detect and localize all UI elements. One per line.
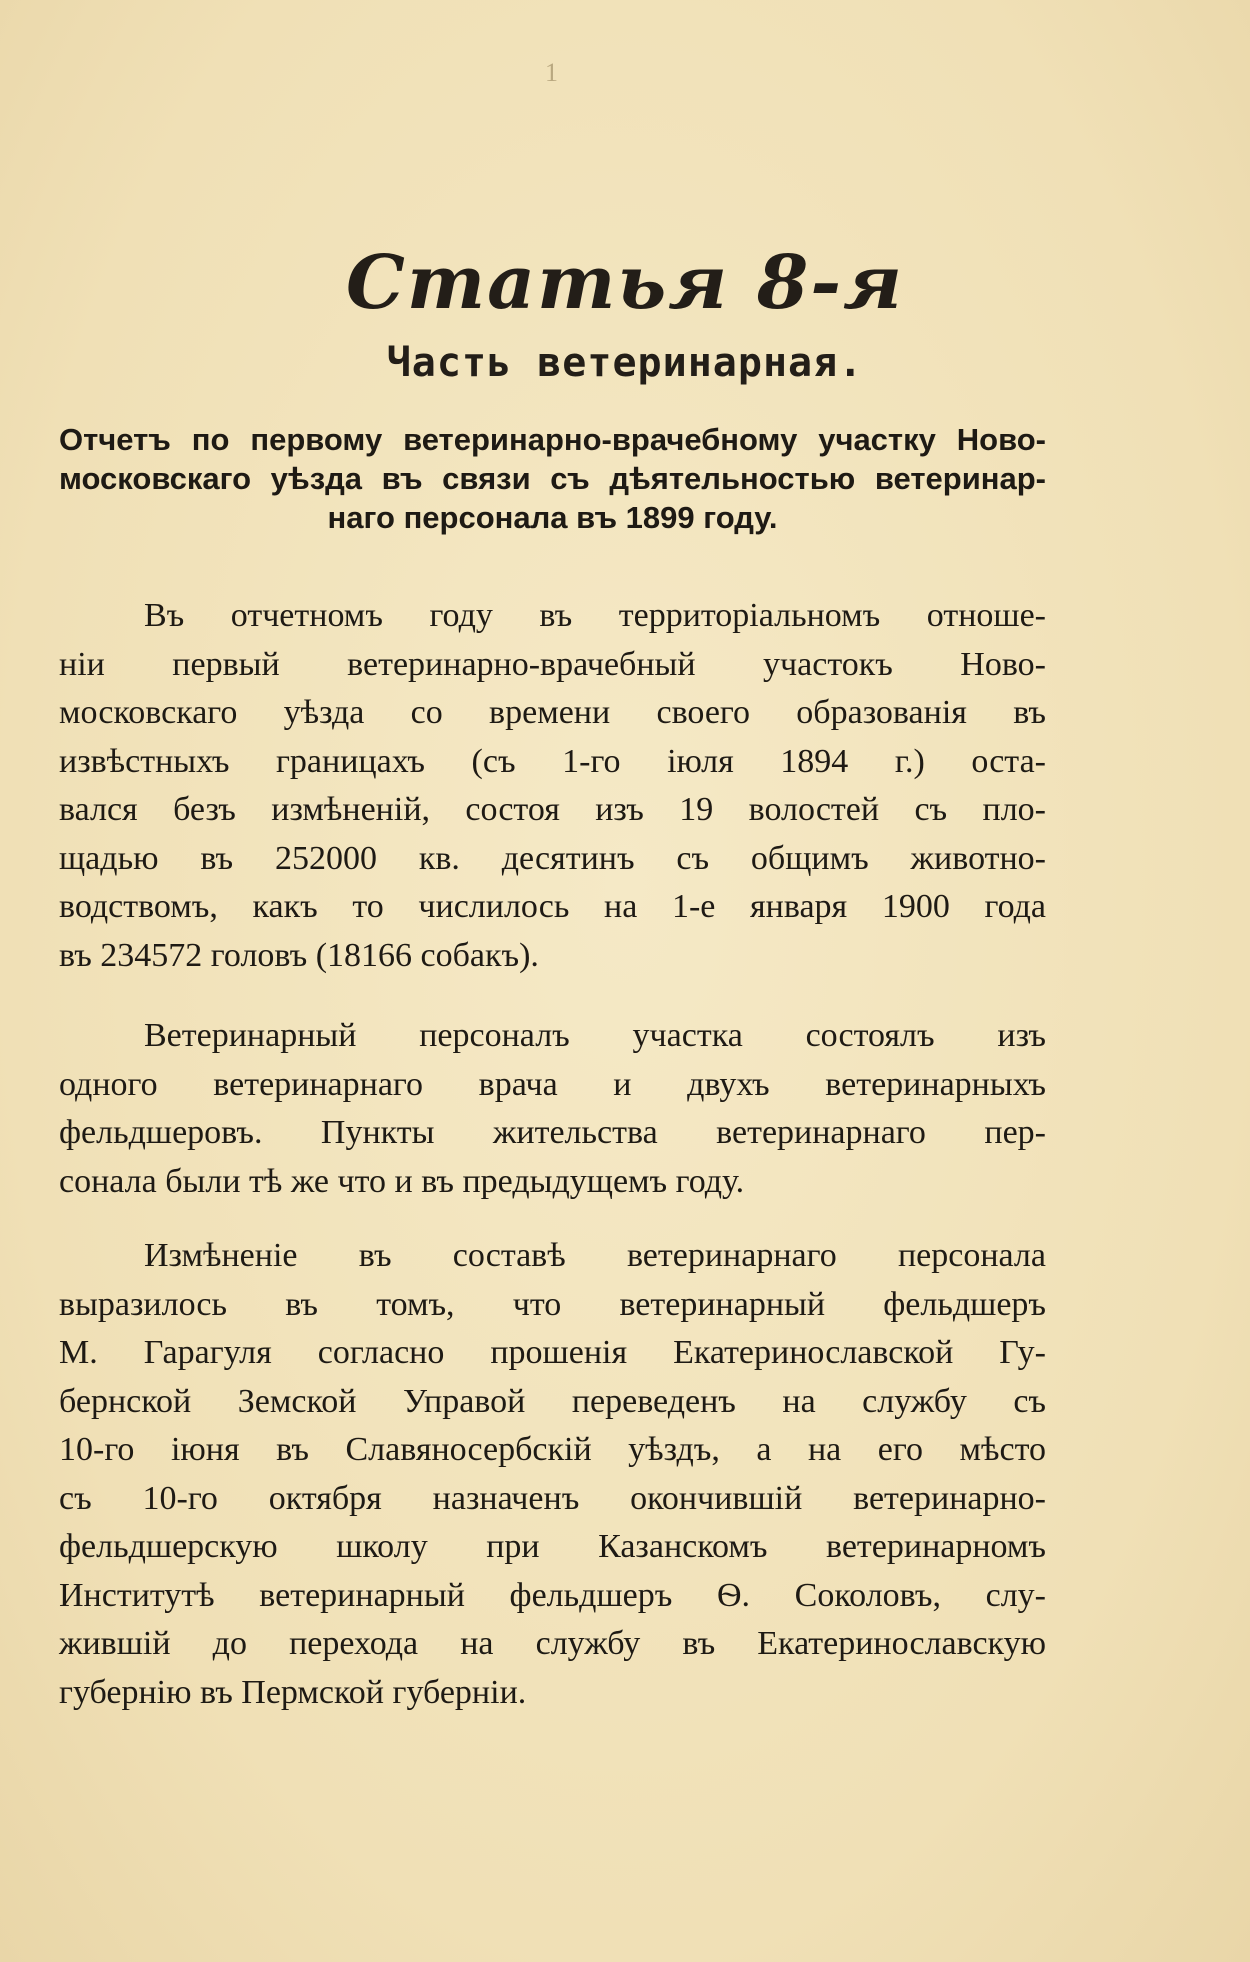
- text-line: сонала были тѣ же что и въ предыдущемъ году.: [59, 1162, 745, 1200]
- page-number: 1: [545, 58, 558, 87]
- text-line: водствомъ, какъ то числилось на 1-е января 1900 года: [59, 888, 1046, 925]
- text-line: 10-го іюня въ Славяносербскій уѣздъ, а на его мѣсто: [59, 1431, 1046, 1468]
- text-line: ніи первый ветеринарно-врачебный участокъ Ново-: [59, 645, 1046, 683]
- text-line: бернской Земской Управой переведенъ на службу съ: [59, 1382, 1046, 1420]
- paragraph-personnel: [59, 1012, 1046, 1206]
- text-line: вался безъ измѣненій, состоя изъ 19 волостей съ пло-: [59, 791, 1046, 828]
- text-line: фельдшерскую школу при Казанскомъ ветеринарномъ: [59, 1528, 1046, 1565]
- text-line: губернію въ Пермской губерніи.: [59, 1673, 527, 1711]
- text-line: щадью въ 252000 кв. десятинъ съ общимъ животно-: [59, 839, 1046, 877]
- paragraph-personnel-changes: [59, 1232, 1046, 1717]
- text-line: съ 10-го октября назначенъ окончившій ветеринарно-: [59, 1479, 1046, 1517]
- article-title: Статья 8-я: [345, 240, 905, 326]
- report-heading: [59, 420, 1046, 537]
- text-line: Институтѣ ветеринарный фельдшеръ Ѳ. Соколовъ, слу-: [59, 1576, 1046, 1614]
- text-line: фельдшеровъ. Пункты жительства ветеринарнаго пер-: [59, 1114, 1046, 1151]
- text-line: Въ отчетномъ году въ территоріальномъ отноше-: [144, 597, 1046, 634]
- text-line: Ветеринарный персоналъ участка состоялъ изъ: [144, 1017, 1046, 1054]
- heading-line: московскаго уѣзда въ связи съ дѣятельностью ветеринар-: [59, 461, 1046, 496]
- text-line: жившій до перехода на службу въ Екатеринославскую: [59, 1625, 1046, 1662]
- text-line: М. Гарагуля согласно прошенія Екатеринославской Гу-: [59, 1334, 1046, 1371]
- text-line: одного ветеринарнаго врача и двухъ ветеринарныхъ: [59, 1065, 1046, 1103]
- text-line: московскаго уѣзда со времени своего образованія въ: [59, 694, 1046, 731]
- text-line: извѣстныхъ границахъ (съ 1-го іюля 1894 г.) оста-: [59, 742, 1046, 780]
- heading-line: Отчетъ по первому ветеринарно-врачебному участку Ново-: [59, 422, 1046, 457]
- heading-line: наго персонала въ 1899 году.: [327, 500, 778, 535]
- text-line: выразилось въ томъ, что ветеринарный фельдшеръ: [59, 1285, 1046, 1323]
- text-line: въ 234572 головъ (18166 собакъ).: [59, 936, 539, 974]
- section-subtitle: Часть ветеринарная.: [386, 340, 864, 386]
- text-line: Измѣненіе въ составѣ ветеринарнаго персонала: [144, 1237, 1046, 1274]
- paragraph-territory: [59, 592, 1046, 980]
